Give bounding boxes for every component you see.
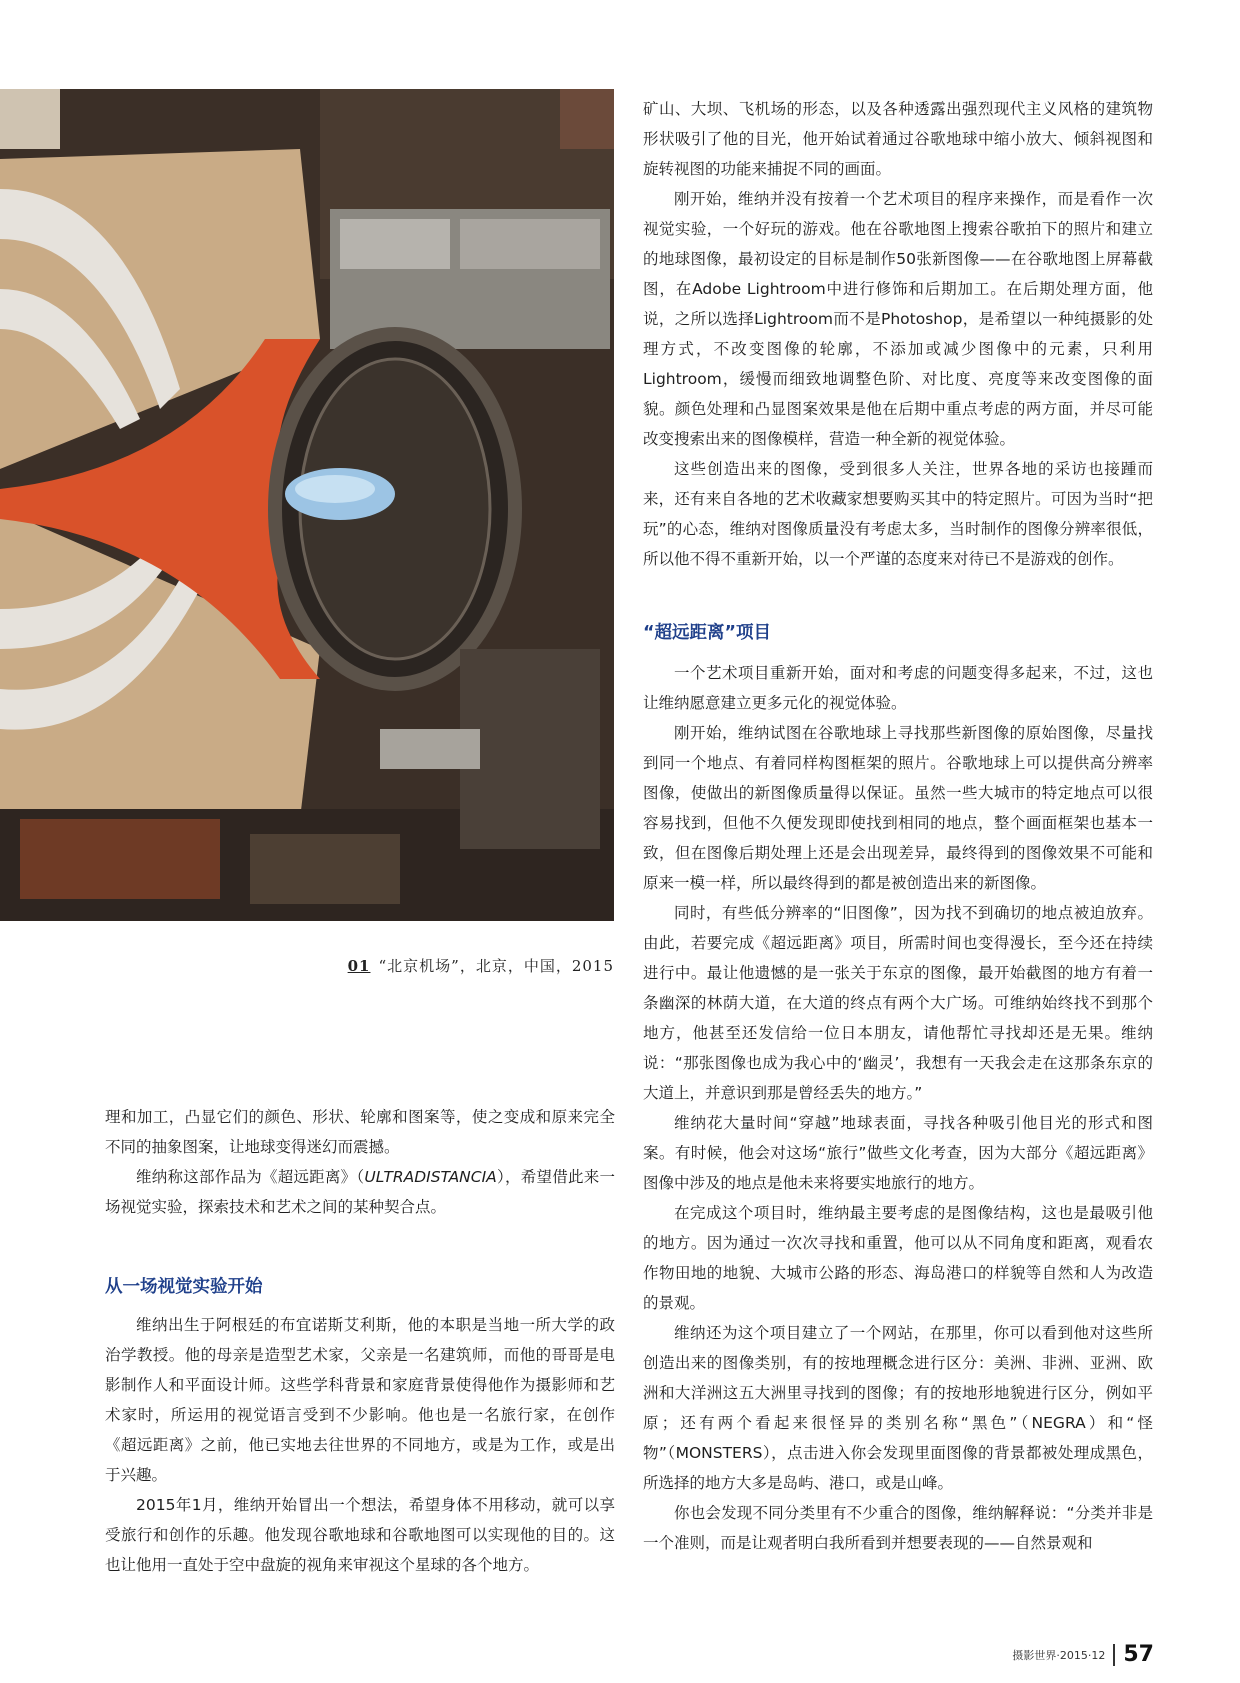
caption-number: 01 — [347, 957, 371, 975]
paragraph: 同时，有些低分辨率的“旧图像”，因为找不到确切的地点被迫放弃。由此，若要完成《超远距离》项目，所需时间也变得漫长，至今还在持续进行中。最让他遗憾的是一张关于东京的图像，最开始截图的地方有着一条幽深的林荫大道，在大道的终点有两个大广场。可维纳始终找不到那个地方，他甚至还发信给一位日本朋友，请他帮忙寻找却还是无果。维纳说：“那张图像也成为我心中的‘幽灵’，我想有一天我会走在这那条东京的大道上，并意识到那是曾经丢失的地方。” — [643, 904, 1153, 1102]
page-footer — [1012, 1642, 1154, 1667]
right-column — [643, 94, 1153, 1558]
paragraph: 在完成这个项目时，维纳最主要考虑的是图像结构，这也是最吸引他的地方。因为通过一次次寻找和重置，他可以从不同角度和距离，观看农作物田地的地貌、大城市公路的形态、海岛港口的样貌等自然和人为改造的景观。 — [643, 1204, 1153, 1312]
aerial-airport-photo — [0, 89, 614, 921]
page-number: 57 — [1123, 1642, 1154, 1667]
paragraph: 维纳花大量时间“穿越”地球表面，寻找各种吸引他目光的形式和图案。有时候，他会对这场“旅行”做些文化考查，因为大部分《超远距离》图像中涉及的地点是他未来将要实地旅行的地方。 — [643, 1114, 1153, 1192]
italic-title: ULTRADISTANCIA — [364, 1168, 497, 1186]
paragraph: 维纳出生于阿根廷的布宜诺斯艾利斯，他的本职是当地一所大学的政治学教授。他的母亲是造型艺术家，父亲是一名建筑师，而他的哥哥是电影制作人和平面设计师。这些学科背景和家庭背景使得他作为摄影师和艺术家时，所运用的视觉语言受到不少影响。他也是一名旅行家，在创作《超远距离》之前，他已实地去往世界的不同地方，或是为工作，或是出于兴趣。 — [105, 1316, 615, 1484]
magazine-name: 摄影世界·2015·12 — [1012, 1648, 1106, 1662]
paragraph: 刚开始，维纳并没有按着一个艺术项目的程序来操作，而是看作一次视觉实验，一个好玩的游戏。他在谷歌地图上搜索谷歌拍下的照片和建立的地球图像，最初设定的目标是制作50张新图像——在谷歌地图上屏幕截图，在Adobe Lightroom中进行修饰和后期加工。在后期处理方面，他说，之所以选择Lightroom而不是Photoshop，是希望以一种纯摄影的处理方式，不改变图像的轮廓，不添加或减少图像中的元素，只利用Lightroom，缓慢而细致地调整色阶、对比度、亮度等来改变图像的面貌。颜色处理和凸显图案效果是他在后期中重点考虑的两方面，并尽可能改变搜索出来的图像模样，营造一种全新的视觉体验。 — [643, 190, 1153, 448]
photo-caption — [250, 955, 614, 976]
section-heading: 从一场视觉实验开始 — [105, 1277, 263, 1297]
section-heading: “超远距离”项目 — [643, 623, 772, 643]
paragraph: 刚开始，维纳试图在谷歌地球上寻找那些新图像的原始图像，尽量找到同一个地点、有着同样构图框架的照片。谷歌地球上可以提供高分辨率图像，使做出的新图像质量得以保证。虽然一些大城市的特定地点可以很容易找到，但他不久便发现即使找到相同的地点，整个画面框架也基本一致，但在图像后期处理上还是会出现差异，最终得到的图像效果不可能和原来一模一样，所以最终得到的都是被创造出来的新图像。 — [643, 724, 1153, 892]
paragraph: 这些创造出来的图像，受到很多人关注，世界各地的采访也接踵而来，还有来自各地的艺术收藏家想要购买其中的特定照片。可因为当时“把玩”的心态，维纳对图像质量没有考虑太多，当时制作的图像分辨率很低，所以他不得不重新开始，以一个严谨的态度来对待已不是游戏的创作。 — [643, 460, 1153, 568]
paragraph: 维纳还为这个项目建立了一个网站，在那里，你可以看到他对这些所创造出来的图像类别，有的按地理概念进行区分：美洲、非洲、亚洲、欧洲和大洋洲这五大洲里寻找到的图像；有的按地形地貌进行区分，例如平原；还有两个看起来很怪异的类别名称“黑色”（NEGRA）和“怪物”（MONSTERS），点击进入你会发现里面图像的背景都被处理成黑色，所选择的地方大多是岛屿、港口，或是山峰。 — [643, 1324, 1153, 1492]
airport-illustration — [0, 89, 614, 921]
paragraph: 2015年1月，维纳开始冒出一个想法，希望身体不用移动，就可以享受旅行和创作的乐趣。他发现谷歌地球和谷歌地图可以实现他的目的。这也让他用一直处于空中盘旋的视角来审视这个星球的各个地方。 — [105, 1496, 615, 1574]
caption-text: “北京机场”，北京，中国，2015 — [378, 957, 614, 975]
paragraph: 一个艺术项目重新开始，面对和考虑的问题变得多起来，不过，这也让维纳愿意建立更多元化的视觉体验。 — [643, 664, 1153, 712]
paragraph: 理和加工，凸显它们的颜色、形状、轮廓和图案等，使之变成和原来完全不同的抽象图案，让地球变得迷幻而震撼。 — [105, 1108, 615, 1156]
paragraph: 维纳称这部作品为《超远距离》（ULTRADISTANCIA），希望借此来一场视觉实验，探索技术和艺术之间的某种契合点。 — [105, 1168, 615, 1216]
left-column — [105, 1102, 615, 1580]
footer-divider — [1113, 1644, 1115, 1666]
paragraph: 你也会发现不同分类里有不少重合的图像，维纳解释说：“分类并非是一个准则，而是让观者明白我所看到并想要表现的——自然景观和 — [643, 1504, 1153, 1552]
paragraph: 矿山、大坝、飞机场的形态，以及各种透露出强烈现代主义风格的建筑物形状吸引了他的目光，他开始试着通过谷歌地球中缩小放大、倾斜视图和旋转视图的功能来捕捉不同的画面。 — [643, 100, 1153, 178]
